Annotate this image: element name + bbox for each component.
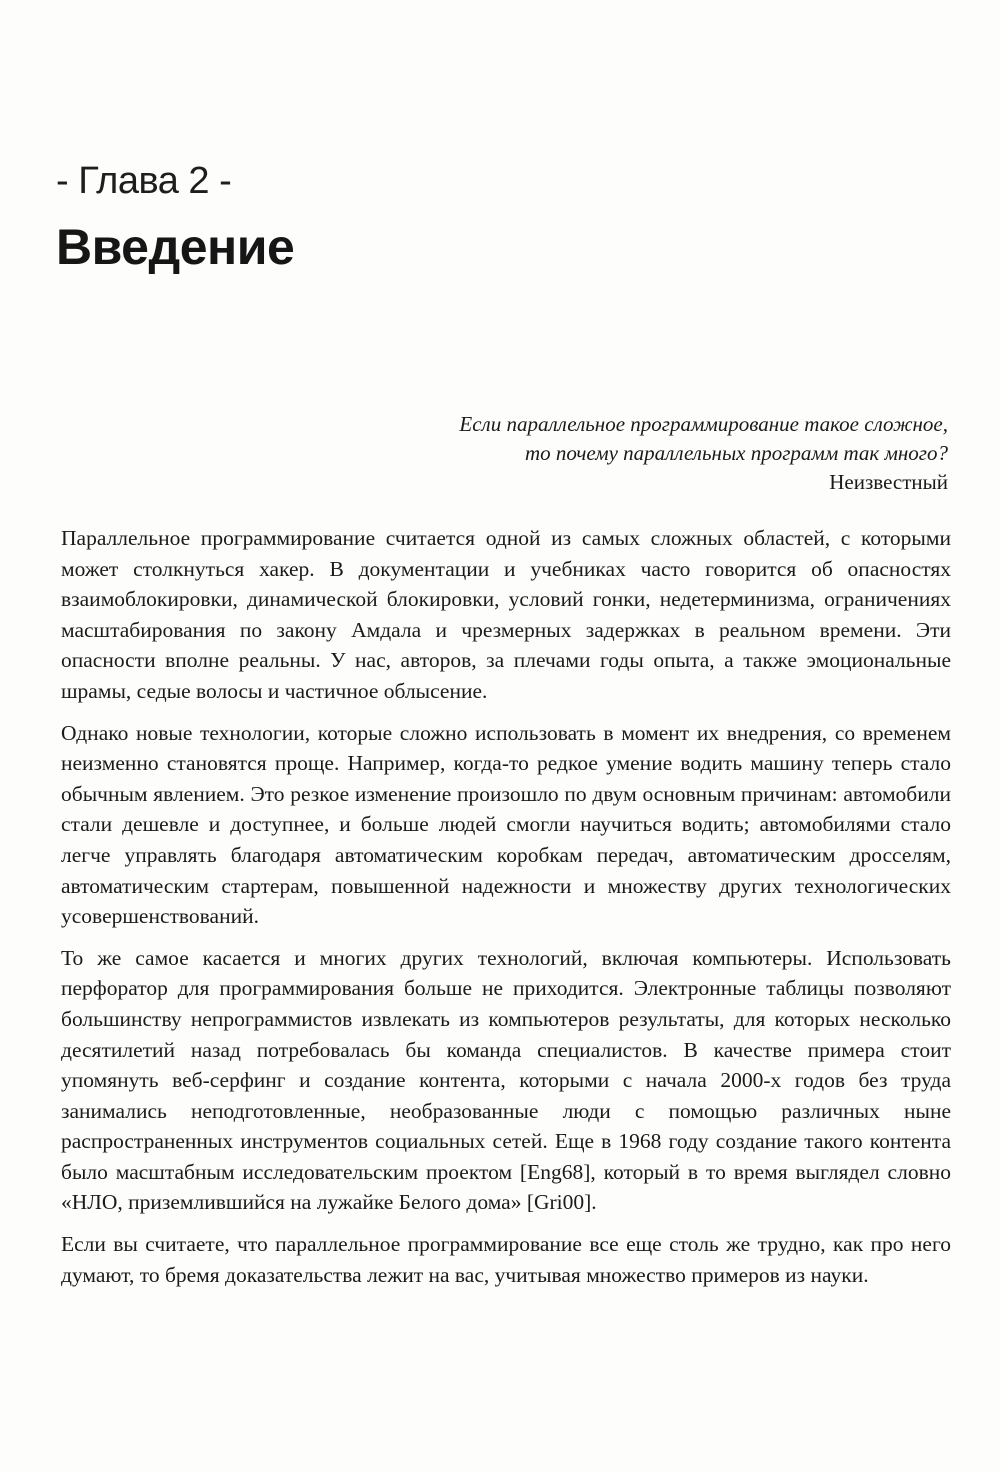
epigraph-author: Неизвестный xyxy=(829,470,948,494)
epigraph-line-2: то почему параллельных программ так много? xyxy=(525,441,948,465)
epigraph-line-1: Если параллельное программирование такое сложное, xyxy=(459,412,948,436)
epigraph xyxy=(248,410,948,497)
body-text xyxy=(61,523,951,1301)
paragraph-2: Однако новые технологии, которые сложно использовать в момент их внедрения, со временем неизменно становятся проще. Например, когда-то редкое умение водить машину теперь стало обычным явлением. Это резкое изменение произошло по двум основным причинам: автомобили стали дешевле и доступнее, и больше людей смогли научиться водить; автомобилями стало легче управлять благодаря автоматическим коробкам передач, автоматическим дросселям, автоматическим стартерам, повышенной надежности и множеству других технологических усовершенствований. xyxy=(61,720,951,929)
paragraph-4: Если вы считаете, что параллельное программирование все еще столь же трудно, как про него думают, то бремя доказательства лежит на вас, учитывая множество примеров из науки. xyxy=(61,1232,951,1287)
chapter-title: Введение xyxy=(56,219,295,275)
chapter-label: - Глава 2 - xyxy=(56,160,232,202)
paragraph-3: То же самое касается и многих других технологий, включая компьютеры. Использовать перфоратор для программирования больше не приходится. Электронные таблицы позволяют большинству непрограммистов извлекать из компьютеров результаты, для которых несколько десятилетий назад потребовалась бы команда специалистов. В качестве примера стоит упомянуть веб-серфинг и создание контента, которыми с начала 2000-х годов без труда занимались неподготовленные, необразованные люди с помощью различных ныне распространенных инструментов социальных сетей. Еще в 1968 году создание такого контента было масштабным исследовательским проектом [Eng68], который в то время выглядел словно «НЛО, приземлившийся на лужайке Белого дома» [Gri00]. xyxy=(61,945,951,1215)
paragraph-1: Параллельное программирование считается одной из самых сложных областей, с которыми может столкнуться хакер. В документации и учебниках часто говорится об опасностях взаимоблокировки, динамической блокировки, условий гонки, недетерминизма, ограничениях масштабирования по закону Амдала и чрезмерных задержках в реальном времени. Эти опасности вполне реальны. У нас, авторов, за плечами годы опыта, а также эмоциональные шрамы, седые волосы и частичное облысение. xyxy=(61,526,951,703)
